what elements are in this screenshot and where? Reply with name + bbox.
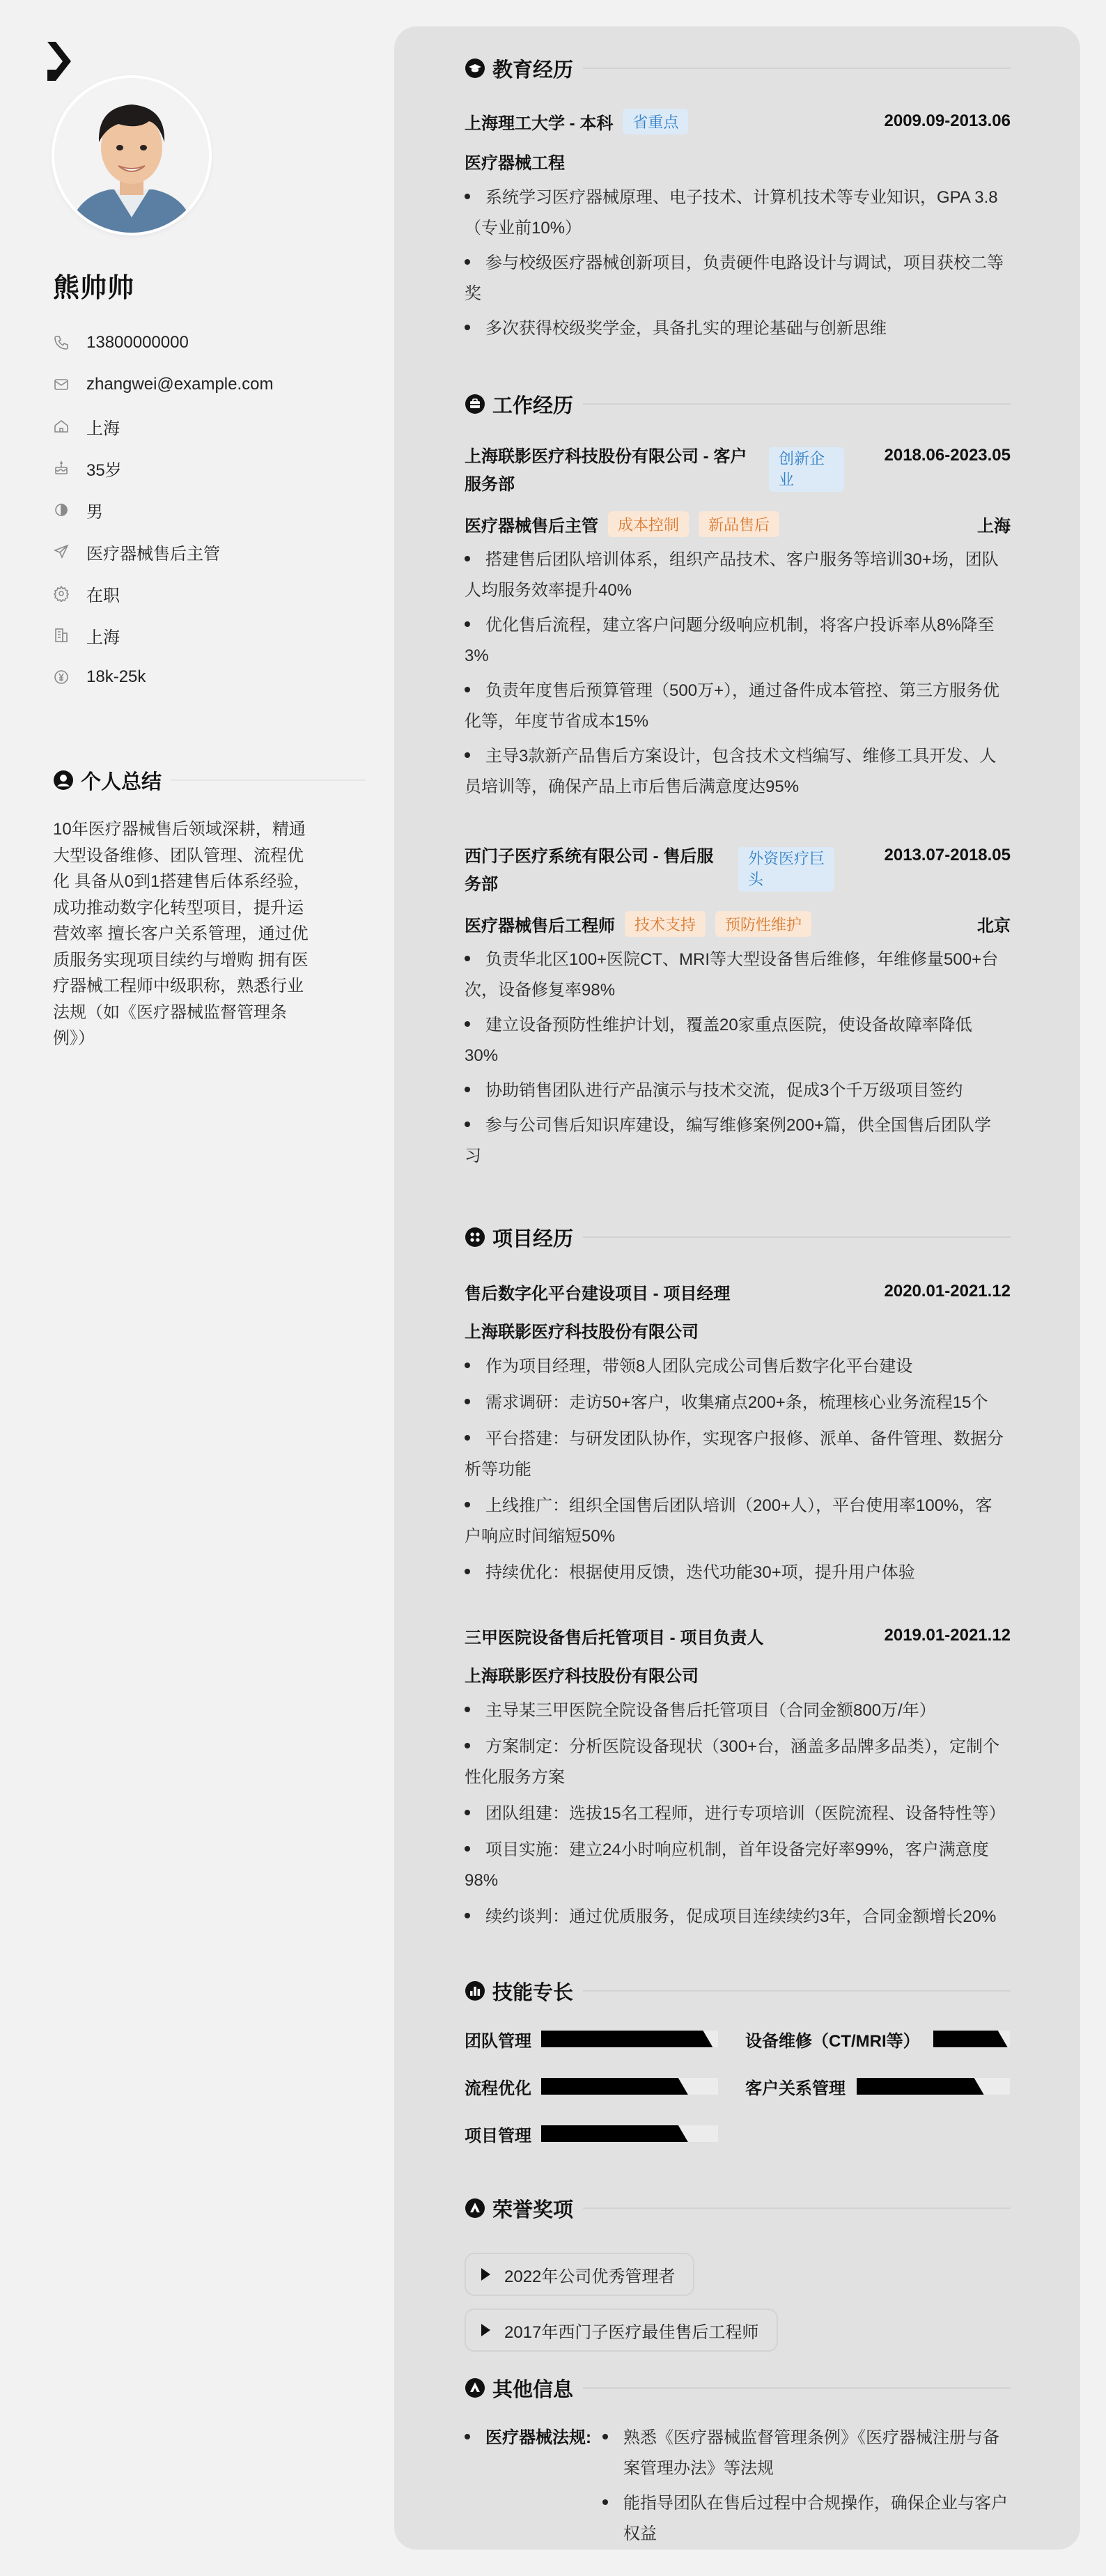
skill-bar: [541, 2078, 718, 2095]
avatar: [54, 78, 209, 233]
project-company: 上海联影医疗科技股份有限公司: [465, 1323, 699, 1342]
job-date: 2013.07-2018.05: [884, 846, 1011, 864]
award-icon: [465, 2198, 485, 2219]
divider: [583, 1990, 1011, 1992]
summary-line: 法规（如《医疗器械监督管理条: [53, 1002, 287, 1022]
projects-title: 项目经历: [492, 1227, 574, 1250]
avatar-photo: [54, 78, 209, 233]
project-name: 售后数字化平台建设项目 - 项目经理: [465, 1284, 731, 1303]
skill-tag: 新品售后: [699, 511, 779, 537]
skill-tag: 成本控制: [608, 511, 689, 537]
summary-line: 营效率 擅长客户关系管理，通过优: [53, 924, 309, 943]
divider: [583, 2208, 1011, 2209]
info-phone: [53, 322, 274, 364]
list-item: 续约谈判：通过优质服务，促成项目连续续约3年，合同金额增长20%: [465, 1902, 1011, 1932]
education-title: 教育经历: [492, 59, 574, 82]
candidate-name: 熊帅帅: [53, 274, 135, 303]
education-date: 2009.09-2013.06: [884, 111, 1011, 130]
job-entry: [465, 443, 1011, 802]
list-item: 主导某三甲医院全院设备售后托管项目（合同金额800万/年）: [465, 1696, 1011, 1726]
user-icon: [53, 770, 74, 791]
skill-bar: [541, 2125, 718, 2142]
list-item: 持续优化：根据使用反馈，迭代功能30+项，提升用户体验: [465, 1558, 1011, 1588]
job-entry: [465, 843, 1011, 1172]
project-entry: [465, 1622, 1011, 1932]
list-item: 负责华北区100+医院CT、MRI等大型设备售后维修，年维修量500+台 次，设备修复率98%: [465, 950, 999, 1000]
awards-title: 荣誉奖项: [492, 2198, 574, 2221]
project-company: 上海联影医疗科技股份有限公司: [465, 1667, 699, 1686]
major: 医疗器械工程: [465, 154, 565, 173]
skill-name: 客户关系管理: [745, 2079, 846, 2098]
info-status: [53, 573, 274, 614]
job-location: 北京: [977, 916, 1011, 936]
divider: [583, 403, 1011, 405]
list-item: 参与校级医疗器械创新项目，负责硬件电路设计与调试，项目获校二等 奖: [465, 254, 1004, 303]
award-item: [465, 2253, 694, 2296]
brand-logo-icon: [46, 40, 74, 82]
company-tag: 外资医疗巨 头: [738, 847, 834, 892]
school-tag: 省重点: [623, 109, 688, 134]
job-location: 上海: [977, 516, 1011, 536]
summary-line: 疗器械工程师中级职称，熟悉行业: [53, 977, 304, 995]
send-icon: [53, 543, 70, 560]
contact-info: [53, 322, 274, 698]
skill-item: [465, 2074, 724, 2098]
main-card: [394, 26, 1080, 2550]
skill-bar: [857, 2078, 1010, 2095]
info-icon: [465, 2377, 485, 2398]
skill-name: 设备维修（CT/MRI等）: [745, 2031, 920, 2051]
skill-bar: [933, 2031, 1010, 2047]
company-name: 西门子医疗系统有限公司 - 售后服 务部: [465, 847, 714, 894]
award-text: 2022年公司优秀管理者: [504, 2267, 676, 2286]
other-label-row: [465, 2423, 591, 2453]
project-date: 2019.01-2021.12: [884, 1626, 1011, 1645]
project-bullets: [465, 1696, 1011, 1932]
skill-tag: 技术支持: [625, 911, 706, 937]
list-item: 需求调研：走访50+客户，收集痛点200+条，梳理核心业务流程15个: [465, 1388, 1011, 1418]
sidebar: [0, 0, 394, 2576]
company-tag: 创新企 业: [769, 447, 844, 492]
skills-heading: [465, 1976, 1011, 2006]
status-text: 在职: [86, 586, 120, 605]
info-email: [53, 364, 274, 405]
summary-line: 质服务实现项目续约与增购 拥有医: [53, 950, 309, 970]
skill-bar: [541, 2031, 718, 2047]
gender-icon: [53, 502, 70, 518]
work-title: 工作经历: [492, 394, 574, 417]
settings-icon: [53, 585, 70, 602]
list-item: 方案制定：分析医院设备现状（300+台，涵盖多品牌多品类），定制个 性化服务方案: [465, 1737, 1000, 1787]
list-item: 多次获得校级奖学金，具备扎实的理论基础与创新思维: [465, 313, 1011, 344]
list-item: 上线推广：组织全国售后团队培训（200+人），平台使用率100%，客 户响应时间缩短50%: [465, 1496, 992, 1546]
education-heading: [465, 53, 1011, 84]
info-salary: [53, 656, 274, 698]
list-item: 平台搭建：与研发团队协作，实现客户报修、派单、备件管理、数据分 析等功能: [465, 1429, 1004, 1479]
divider: [583, 1236, 1011, 1238]
info-city: [53, 614, 274, 656]
job-date: 2018.06-2023.05: [884, 446, 1011, 465]
job-role: 医疗器械售后主管: [465, 516, 598, 536]
job-role: 医疗器械售后工程师: [465, 916, 615, 936]
summary-title: 个人总结: [81, 770, 162, 793]
project-bullets: [465, 1351, 1011, 1588]
summary-heading: [53, 765, 365, 796]
award-text: 2017年西门子医疗最佳售后工程师: [504, 2322, 759, 2342]
work-heading: [465, 389, 1011, 419]
home-icon: [53, 418, 70, 435]
project-date: 2020.01-2021.12: [884, 1282, 1011, 1301]
other-label: 医疗器械法规:: [485, 2428, 591, 2447]
skill-name: 团队管理: [465, 2031, 531, 2051]
info-position: [53, 531, 274, 573]
skill-tag: 预防性维护: [715, 911, 811, 937]
info-age: [53, 447, 274, 489]
job-bullets: [465, 945, 1011, 1172]
job-bullets: [465, 545, 1011, 802]
education-entry: [465, 107, 1011, 344]
summary-text: [53, 816, 329, 1052]
skill-name: 流程优化: [465, 2079, 531, 2098]
list-item: 系统学习医疗器械原理、电子技术、计算机技术等专业知识，GPA 3.8 （专业前10%）: [465, 188, 998, 238]
company-name: 上海联影医疗科技股份有限公司 - 客户 服务部: [465, 447, 747, 494]
yen-icon: [53, 669, 70, 685]
list-item: 建立设备预防性维护计划，覆盖20家重点医院，使设备故障率降低 30%: [465, 1016, 972, 1065]
gender-text: 男: [86, 502, 103, 522]
play-icon: [481, 2268, 490, 2281]
award-item: [465, 2309, 778, 2352]
summary-line: 10年医疗器械售后领域深耕，精通: [53, 820, 306, 839]
projects-heading: [465, 1222, 1011, 1252]
list-item: 项目实施：建立24小时响应机制，首年设备完好率99%，客户满意度 98%: [465, 1840, 989, 1890]
list-item: 协助销售团队进行产品演示与技术交流，促成3个千万级项目签约: [465, 1076, 1011, 1106]
project-name: 三甲医院设备售后托管项目 - 项目负责人: [465, 1628, 764, 1647]
skill-item: [465, 2122, 724, 2146]
briefcase-icon: [465, 394, 485, 414]
summary-line: 例》）: [53, 1029, 95, 1048]
mail-icon: [53, 376, 70, 393]
list-item: 熟悉《医疗器械监督管理条例》《医疗器械注册与备 案管理办法》等法规: [602, 2423, 1011, 2484]
summary-line: 成功推动数字化转型项目，提升运: [53, 898, 304, 917]
cake-icon: [53, 460, 70, 476]
divider: [583, 68, 1011, 69]
other-title: 其他信息: [492, 2378, 574, 2401]
school-name: 上海理工大学 - 本科: [465, 114, 614, 133]
skills-title: 技能专长: [492, 1981, 574, 2004]
list-item: 优化售后流程，建立客户问题分级响应机制，将客户投诉率从8%降至 3%: [465, 616, 995, 665]
list-item: 搭建售后团队培训体系，组织产品技术、客户服务等培训30+场，团队 人均服务效率提升40%: [465, 550, 999, 600]
awards-heading: [465, 2193, 1011, 2224]
position-text: 医疗器械售后主管: [86, 544, 220, 564]
skill-item: [745, 2027, 1011, 2051]
skill-item: [465, 2027, 724, 2051]
project-entry: [465, 1278, 1011, 1588]
info-location: [53, 405, 274, 447]
list-item: 能指导团队在售后过程中合规操作，确保企业与客户 权益: [602, 2488, 1011, 2550]
skill-item: [745, 2074, 1011, 2098]
play-icon: [481, 2324, 490, 2336]
email-text: zhangwei@example.com: [86, 375, 274, 394]
summary-line: 大型设备维修、团队管理、流程优: [53, 846, 304, 865]
grid-icon: [465, 1227, 485, 1248]
list-item: 参与公司售后知识库建设，编写维修案例200+篇，供全国售后团队学 习: [465, 1116, 992, 1165]
divider: [171, 779, 365, 781]
education-bullets: [465, 183, 1011, 344]
location-text: 上海: [86, 419, 120, 438]
list-item: 主导3款新产品售后方案设计，包含技术文档编写、维修工具开发、人 员培训等，确保产品上市后售后满意度达95%: [465, 747, 997, 796]
salary-text: 18k-25k: [86, 667, 146, 686]
other-heading: [465, 2373, 1011, 2403]
phone-icon: [53, 334, 70, 351]
other-bullets: [602, 2423, 1011, 2550]
city-text: 上海: [86, 628, 120, 647]
summary-line: 化 具备从0到1搭建售后体系经验，: [53, 872, 311, 891]
list-item: 负责年度售后预算管理（500万+），通过备件成本管控、第三方服务优 化等，年度节省成本15%: [465, 681, 1000, 731]
graduation-cap-icon: [465, 58, 485, 79]
age-text: 35岁: [86, 460, 122, 480]
building-icon: [53, 627, 70, 644]
info-gender: [53, 489, 274, 531]
divider: [583, 2387, 1011, 2389]
list-item: 作为项目经理，带领8人团队完成公司售后数字化平台建设: [465, 1351, 1011, 1382]
list-item: 团队组建：选拔15名工程师，进行专项培训（医院流程、设备特性等）: [465, 1799, 1011, 1829]
skill-name: 项目管理: [465, 2126, 531, 2146]
phone-text: 13800000000: [86, 333, 189, 352]
chart-icon: [465, 1980, 485, 2001]
